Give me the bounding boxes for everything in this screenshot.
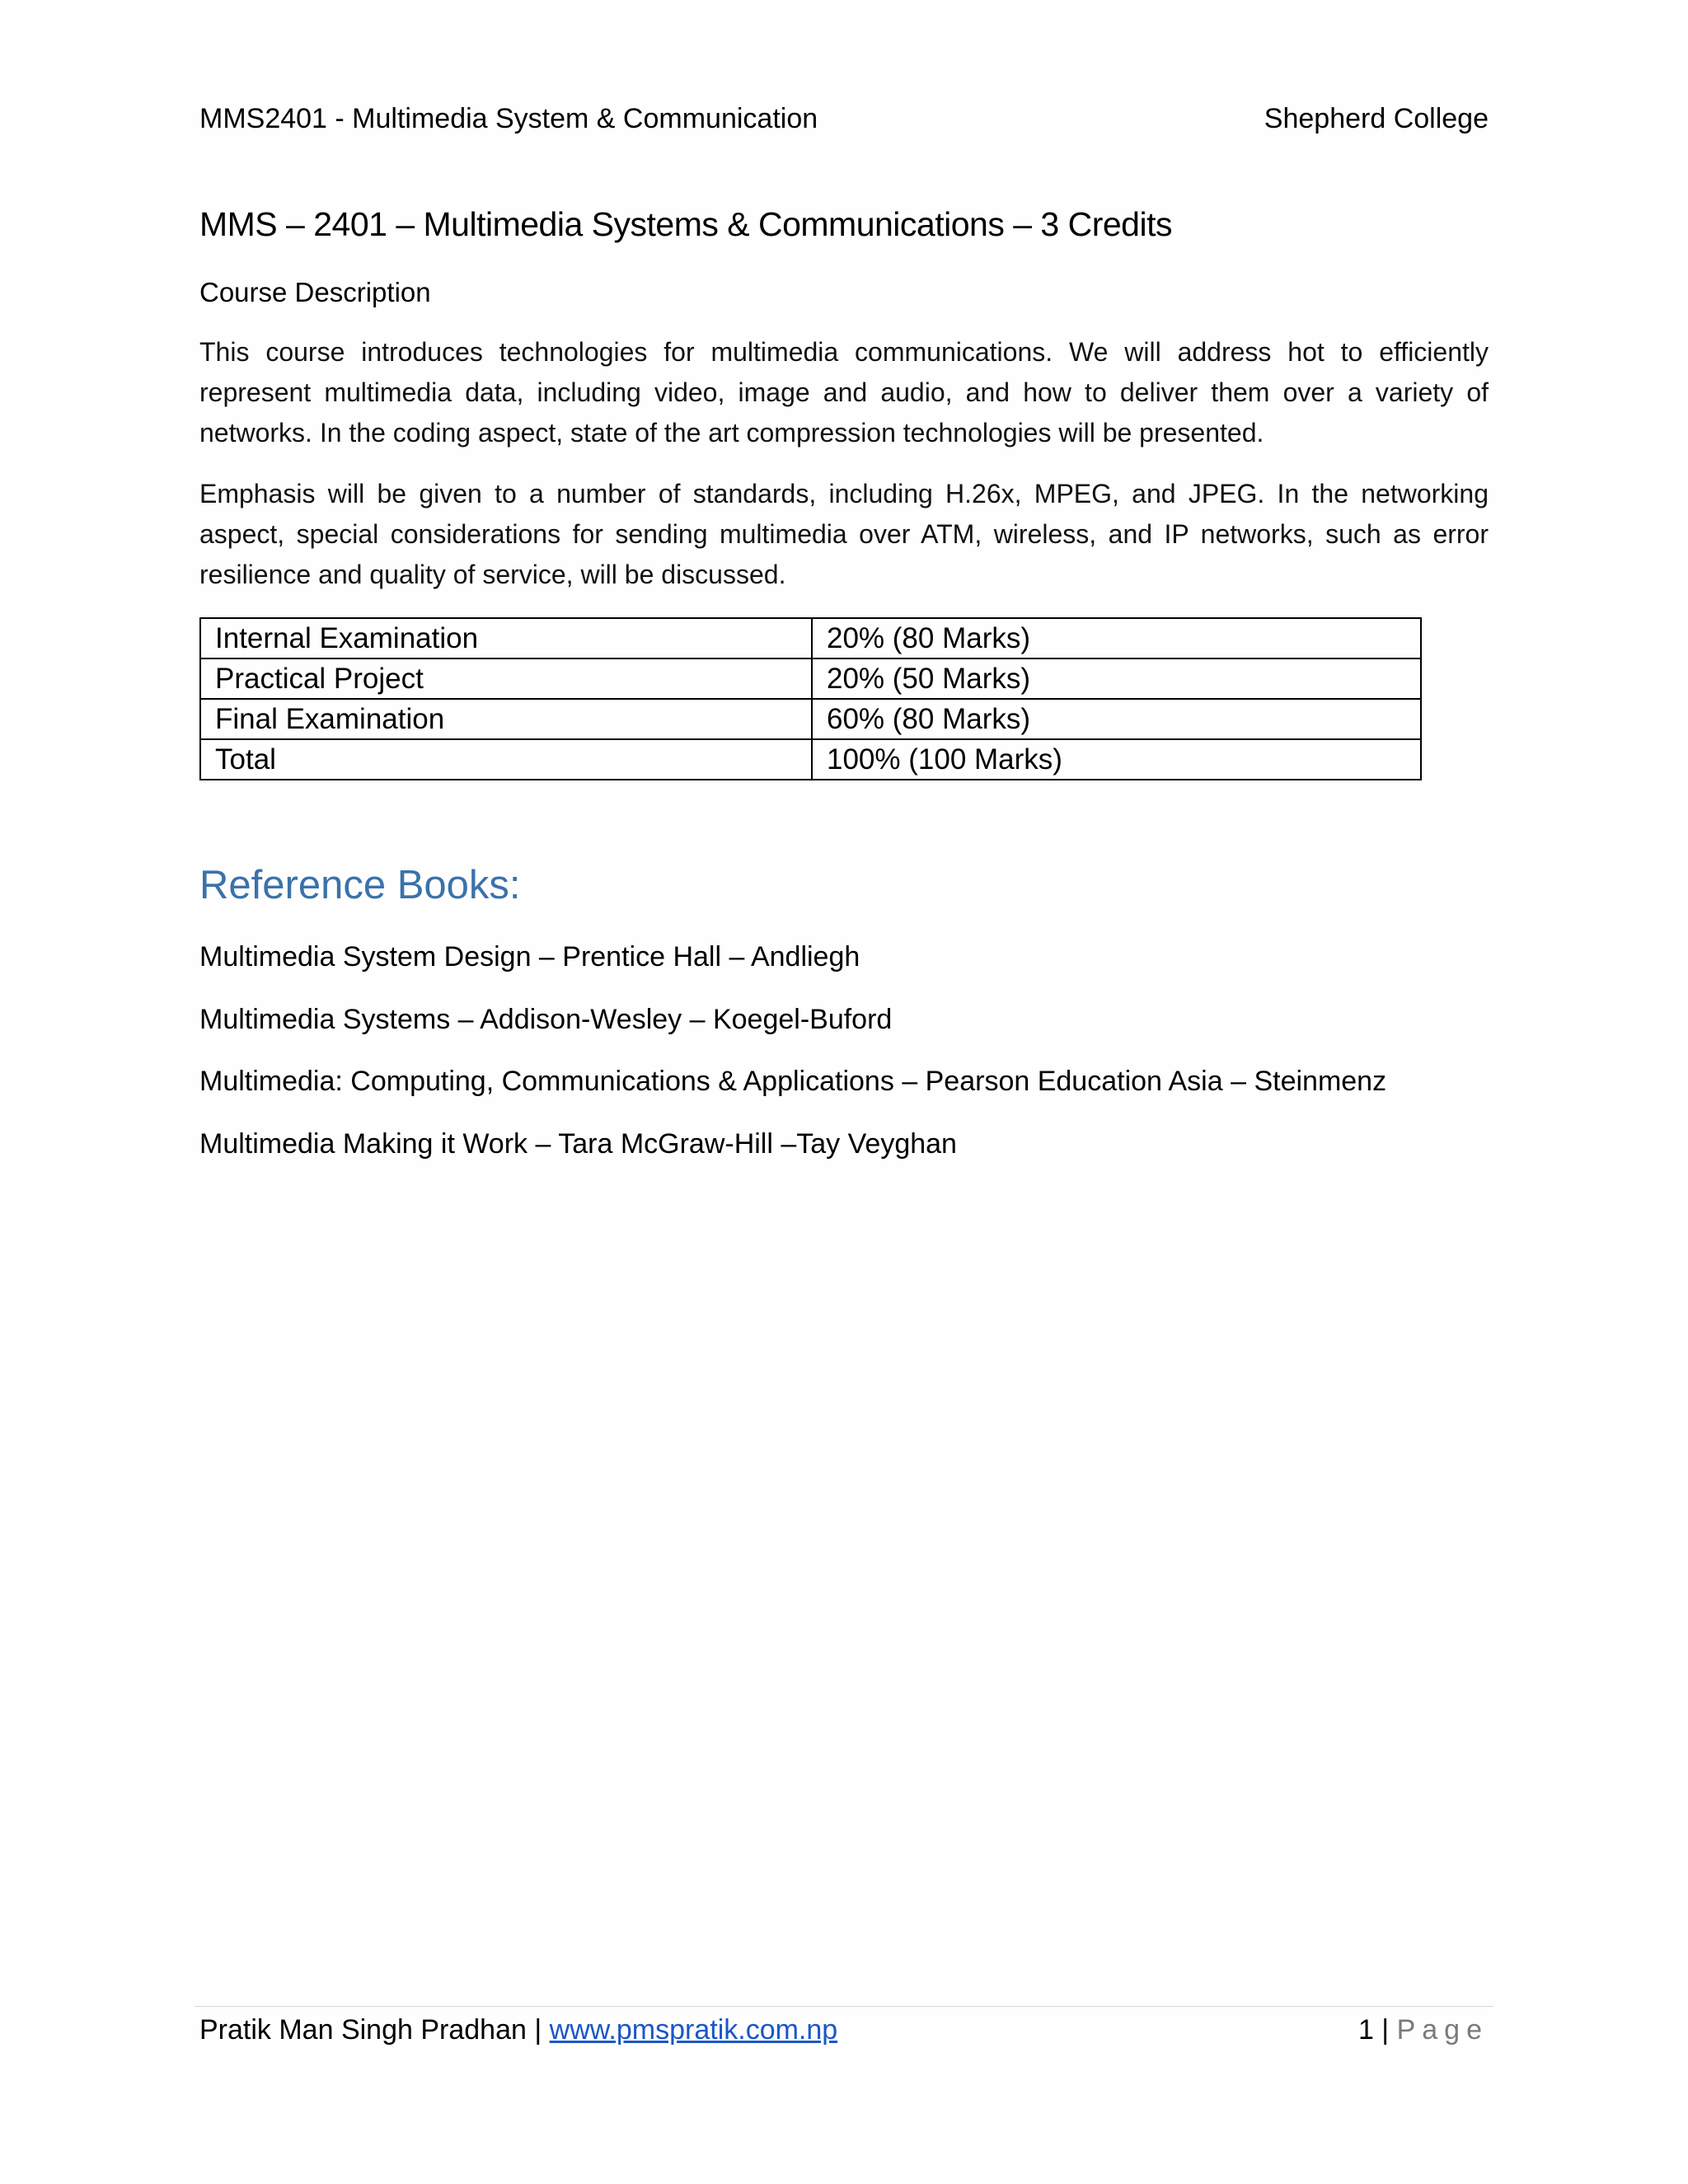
table-row xyxy=(200,618,1421,658)
list-item: Multimedia Systems – Addison-Wesley – Koegel-Buford xyxy=(199,1003,893,1035)
table-cell-value: 100% (100 Marks) xyxy=(812,739,1421,780)
table-cell-label: Internal Examination xyxy=(200,618,812,658)
reference-books-list xyxy=(199,936,1386,1185)
page-separator: | xyxy=(1373,2014,1397,2046)
footer-separator: | xyxy=(526,2014,550,2046)
table-row xyxy=(200,699,1421,739)
page-label: Page xyxy=(1396,2014,1489,2046)
table-cell-value: 20% (50 Marks) xyxy=(812,658,1421,699)
page-header xyxy=(199,101,1489,137)
footer-divider xyxy=(195,2006,1493,2007)
header-college-name: Shepherd College xyxy=(1264,103,1489,134)
course-description-paragraph-2: Emphasis will be given to a number of standards, including H.26x, MPEG, and JPEG. In the networking aspect, special considerations for sending multimedia over ATM, wireless, and IP networks, such as error resilience and quality of service, will be discussed. xyxy=(199,479,1489,589)
footer-page-block xyxy=(1358,2011,1489,2049)
list-item: Multimedia Making it Work – Tara McGraw-Hill –Tay Veyghan xyxy=(199,1127,957,1160)
header-course-title: MMS2401 - Multimedia System & Communication xyxy=(199,103,818,134)
list-item: Multimedia: Computing, Communications & Applications – Pearson Education Asia – Steinmenz xyxy=(199,1066,1387,1097)
table-cell-value: 20% (80 Marks) xyxy=(812,618,1421,658)
table-cell-label: Final Examination xyxy=(200,699,812,739)
course-description-heading: Course Description xyxy=(199,277,431,307)
marks-distribution-table xyxy=(199,617,1422,780)
reference-books-heading: Reference Books: xyxy=(199,863,521,907)
course-description-paragraph-1: This course introduces technologies for multimedia communications. We will address hot to efficiently represent multimedia data, including video, image and audio, and how to deliver them over a variety of networks. In the coding aspect, state of the art compression technologies will be presented. xyxy=(199,337,1489,448)
table-cell-label: Total xyxy=(200,739,812,780)
page-number: 1 xyxy=(1357,2014,1374,2046)
table-cell-value: 60% (80 Marks) xyxy=(812,699,1421,739)
footer-author: Pratik Man Singh Pradhan xyxy=(199,2014,527,2046)
table-row xyxy=(200,658,1421,699)
page-footer xyxy=(199,2011,1489,2049)
list-item: Multimedia System Design – Prentice Hall – Andliegh xyxy=(199,941,860,972)
table-cell-label: Practical Project xyxy=(200,658,812,699)
page-title: MMS – 2401 – Multimedia Systems & Communications – 3 Credits xyxy=(199,205,1172,243)
table-row-total xyxy=(200,739,1421,780)
website-link[interactable]: www.pmspratik.com.np xyxy=(549,2014,838,2046)
footer-author-block xyxy=(199,2011,837,2049)
